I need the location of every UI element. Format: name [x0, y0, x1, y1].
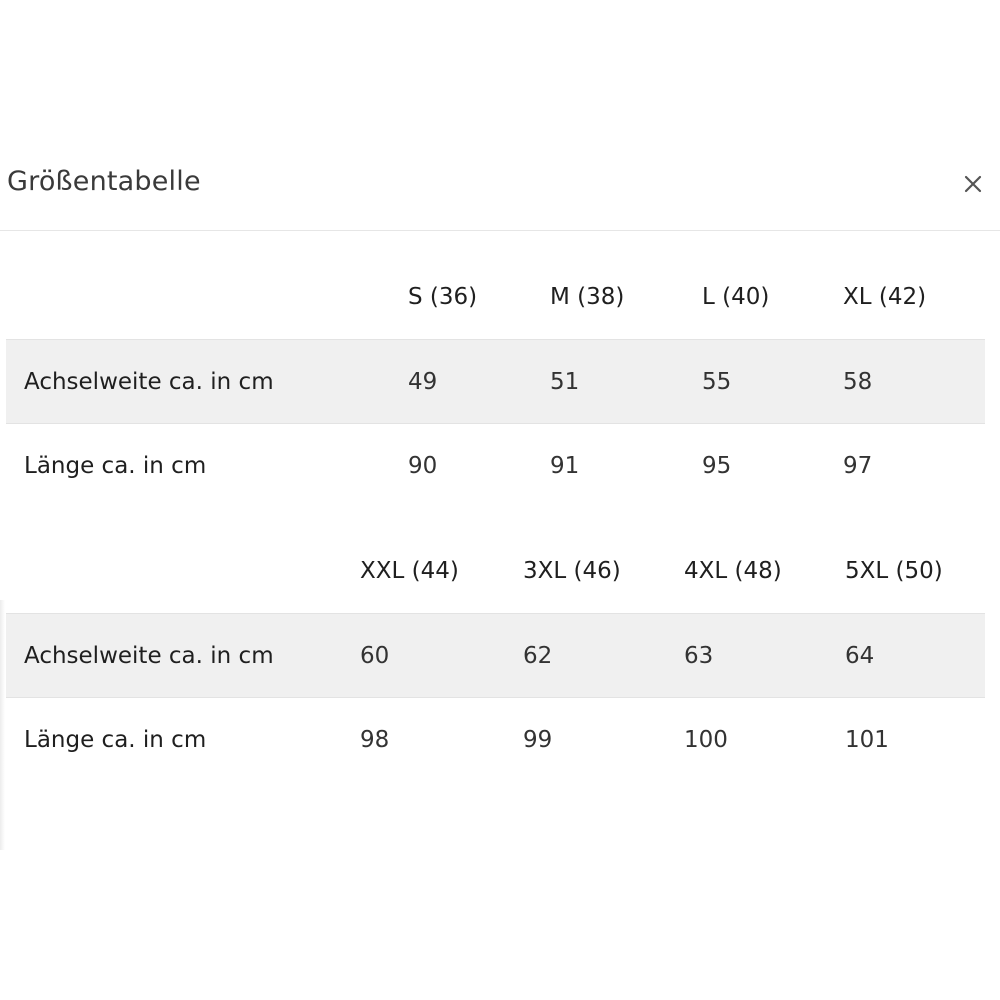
size-table-2 — [6, 529, 985, 781]
table-row — [6, 698, 985, 782]
table-cell: 95 — [702, 452, 732, 479]
table-cell: 58 — [843, 340, 985, 424]
header-empty — [6, 529, 360, 614]
table-cell: 63 — [684, 614, 845, 698]
row-label: Länge ca. in cm — [24, 452, 207, 479]
size-table-1 — [6, 255, 985, 507]
table-cell: 100 — [684, 726, 728, 753]
header-empty — [6, 255, 408, 340]
size-header-row — [6, 529, 985, 614]
table-cell: 51 — [550, 340, 702, 424]
size-header: XL (42) — [843, 284, 927, 310]
modal-edge-shadow — [0, 600, 5, 850]
row-label: Länge ca. in cm — [24, 726, 207, 753]
close-icon — [958, 169, 988, 199]
table-cell: 97 — [843, 452, 873, 479]
table-cell: 55 — [702, 340, 843, 424]
modal-title: Größentabelle — [7, 166, 201, 197]
size-header: 4XL (48) — [684, 558, 782, 584]
row-label: Achselweite ca. in cm — [6, 614, 360, 698]
size-header: 5XL (50) — [845, 558, 943, 584]
table-cell: 91 — [550, 452, 580, 479]
table-cell: 101 — [845, 726, 889, 753]
table-row — [6, 424, 985, 508]
size-header: L (40) — [702, 284, 770, 310]
size-header: S (36) — [408, 284, 478, 310]
size-header: M (38) — [550, 284, 625, 310]
table-cell: 99 — [523, 726, 553, 753]
table-cell: 62 — [523, 614, 684, 698]
close-button[interactable] — [958, 169, 988, 199]
table-row — [6, 614, 985, 698]
size-header: 3XL (46) — [523, 558, 621, 584]
table-cell: 49 — [408, 340, 550, 424]
size-header: XXL (44) — [360, 558, 459, 584]
table-cell: 60 — [360, 614, 523, 698]
size-header-row — [6, 255, 985, 340]
row-label: Achselweite ca. in cm — [6, 340, 408, 424]
table-cell: 98 — [360, 726, 390, 753]
modal-header — [0, 140, 1000, 231]
table-row — [6, 340, 985, 424]
table-cell: 90 — [408, 452, 438, 479]
table-cell: 64 — [845, 614, 985, 698]
